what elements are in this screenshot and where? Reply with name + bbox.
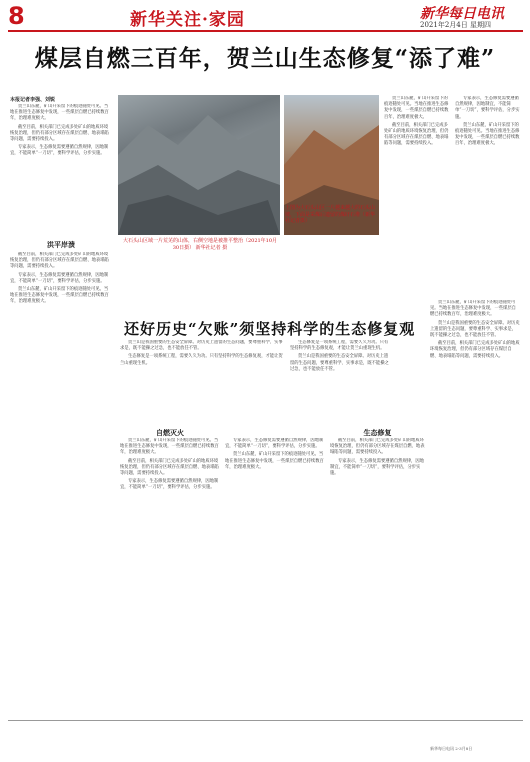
header-rule [8, 30, 523, 32]
paragraph: 专家表示，生态修复需要遵循自然规律，因地制宜，不能简单“一刀切”，要科学评估，分步实施。 [455, 96, 520, 120]
section-title: 新华关注·家园 [130, 10, 245, 30]
headline-main: 贺兰山生态修复“添了难” [226, 45, 496, 72]
paragraph: 专家表示，生态修复需要遵循自然规律，因地制宜，不能简单“一刀切”，要科学评估，分步实施。 [10, 272, 109, 284]
paragraph: 贺兰山东麓，矿山开采留下的痕迹随处可见。当地在推进生态修复中发现，一些煤层自燃已持续数百年，治理难度极大。 [120, 438, 219, 456]
body-column-2 [120, 438, 220, 718]
photo-caption-left: 大石头山区域一片荒芜的山体，右侧空地是被推平整治（2021年10月30日摄） 新华社记者 摄 [122, 238, 278, 251]
opinion-column-2 [290, 340, 390, 430]
paragraph: 生态修复是一项系统工程，需要久久为功。只有坚持科学的生态修复观，才能让贺兰山重现生机。 [120, 354, 283, 366]
paragraph: 截至目前，相关部门已完成多处矿山的地质环境恢复治理，但仍有部分区域存在煤层自燃、地表塌陷等问题，需要持续投入。 [120, 458, 219, 477]
page-number: 8 [8, 2, 25, 30]
opinion-headline: 还好历史“欠账”须坚持科学的生态修复观 [124, 320, 416, 338]
paragraph: 专家表示，生态修复需要遵循自然规律，因地制宜，不能简单“一刀切”，要科学评估，分步实施。 [225, 438, 324, 450]
main-headline [0, 40, 530, 73]
paragraph: 截至目前，相关部门已完成多处矿山的地质环境恢复治理，但仍有部分区域存在煤层自燃、地表塌陷等问题，需要持续投入。 [330, 438, 425, 456]
subheading-2: 自燃灭火 [156, 428, 184, 437]
paragraph: 贺兰山东麓，矿山开采留下的痕迹随处可见。当地在推进生态修复中发现，一些煤层自燃已持续数百年，治理难度极大。 [10, 287, 109, 305]
paragraph: 生态修复是一项系统工程，需要久久为功。只有坚持科学的生态修复观，才能让贺兰山重现生机。 [290, 340, 389, 352]
headline-prefix: 煤层自燃三百年， [34, 45, 227, 72]
byline: 本报记者李强、刘锐 [10, 97, 56, 103]
mountain-photo [118, 95, 280, 235]
paragraph: 贺兰山东麓，矿山开采留下的痕迹随处可见。当地在推进生态修复中发现，一些煤层自燃已持续数百年，治理难度极大。 [455, 122, 520, 147]
paragraph: 贺兰山东麓，矿山开采留下的痕迹随处可见。当地在推进生态修复中发现，一些煤层自燃已持续数百年，治理难度极大。 [10, 104, 109, 122]
footer-rule [8, 720, 523, 721]
paragraph: 专家表示，生态修复需要遵循自然规律，因地制宜，不能简单“一刀切”，要科学评估，分步实施。 [10, 145, 109, 157]
paragraph: 贺兰山东麓，矿山开采留下的痕迹随处可见。当地在推进生态修复中发现，一些煤层自燃已持续数百年，治理难度极大。 [225, 452, 324, 470]
rocks-illustration [118, 95, 280, 235]
footer-page-ref: 新华每日电讯 2-3月8日 [430, 746, 473, 751]
paragraph: 贺兰山是我国重要的生态安全屏障。对历史上遗留的生态问题，要尊重科学、实事求是，既不能操之过急，也不能放任不管。 [290, 354, 389, 372]
body-column-right-1 [384, 96, 450, 296]
body-column-1 [10, 104, 112, 239]
paragraph: 贺兰山东麓，矿山开采留下的痕迹随处可见。当地在推进生态修复中发现，一些煤层自燃已持续数百年，治理难度极大。 [384, 96, 449, 120]
photo-caption-right: 上图为大石头山区一片越来越大的石头山坡，下面是采煤后遗留的煤矸石堆（新华社记者摄） [285, 205, 376, 224]
subheading-3: 生态修复 [363, 428, 392, 437]
body-column-3 [225, 438, 325, 718]
paragraph: 贺兰山东麓，矿山开采留下的痕迹随处可见。当地在推进生态修复中发现，一些煤层自燃已持续数百年，治理难度极大。 [430, 300, 516, 318]
body-column-1b [10, 252, 112, 512]
paragraph: 贺兰山是我国重要的生态安全屏障。对历史上遗留的生态问题，要尊重科学、实事求是，既不能操之过急，也不能放任不管。 [430, 320, 520, 339]
body-column-5 [430, 300, 520, 718]
paragraph: 贺兰山是我国重要的生态安全屏障。对历史上遗留的生态问题，要尊重科学、实事求是，既不能操之过急，也不能放任不管。 [120, 340, 283, 352]
body-column-right-2 [455, 96, 521, 296]
paragraph: 截至目前，相关部门已完成多处矿山的地质环境恢复治理，但仍有部分区域存在煤层自燃、地表塌陷等问题，需要持续投入。 [10, 252, 109, 270]
paragraph: 截至目前，相关部门已完成多处矿山的地质环境恢复治理，但仍有部分区域存在煤层自燃、地表塌陷等问题，需要持续投入。 [430, 341, 520, 359]
issue-date: 2021年2月4日 星期四 [420, 21, 491, 29]
body-column-4 [330, 438, 425, 718]
paragraph: 截至目前，相关部门已完成多处矿山的地质环境恢复治理，但仍有部分区域存在煤层自燃、地表塌陷等问题，需要持续投入。 [10, 124, 109, 143]
newspaper-brand: 新华每日电讯 [420, 6, 504, 22]
paragraph: 截至目前，相关部门已完成多处矿山的地质环境恢复治理，但仍有部分区域存在煤层自燃、地表塌陷等问题，需要持续投入。 [384, 122, 449, 147]
subheading-1: 洪平岸溃 [47, 240, 75, 249]
opinion-column-1 [120, 340, 285, 430]
paragraph: 专家表示，生态修复需要遵循自然规律，因地制宜，不能简单“一刀切”，要科学评估，分步实施。 [120, 479, 219, 491]
paragraph: 专家表示，生态修复需要遵循自然规律，因地制宜，不能简单“一刀切”，要科学评估，分步实施。 [330, 458, 424, 477]
